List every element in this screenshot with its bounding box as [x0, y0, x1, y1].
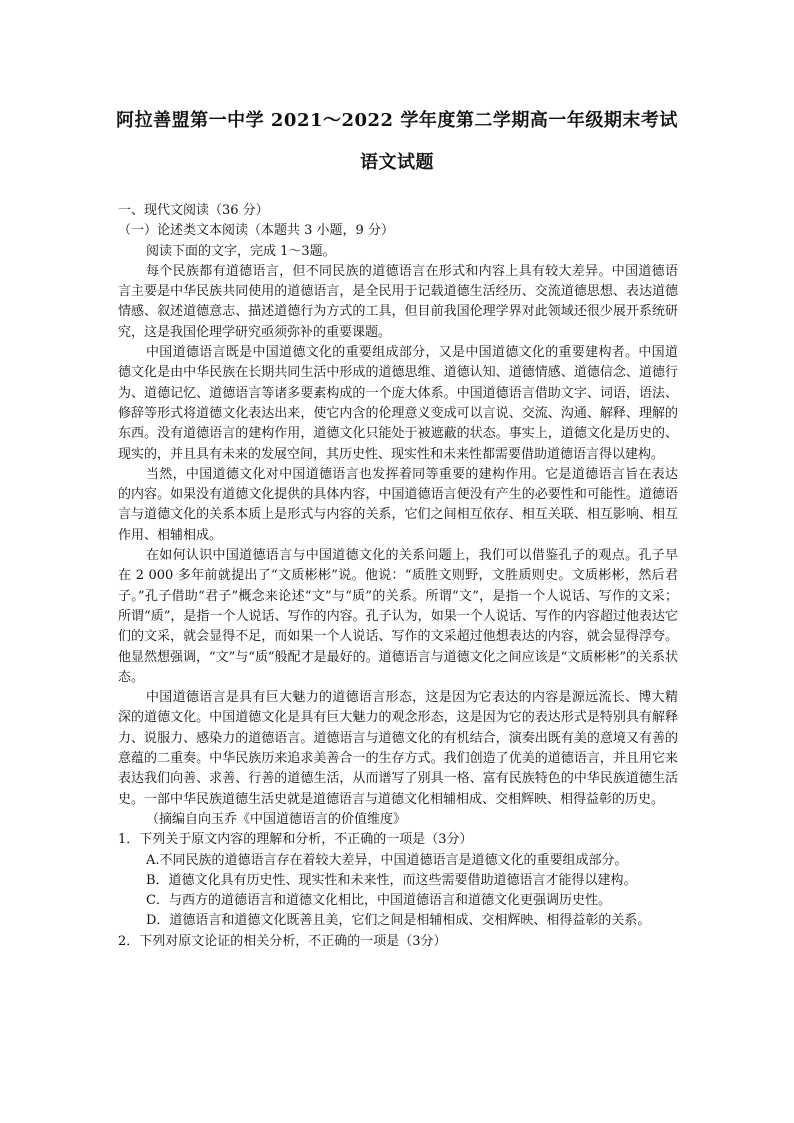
passage-paragraph: 当然，中国道德文化对中国道德语言也发挥着同等重要的建构作用。它是道德语言旨在表达的内容。如果没有道德文化提供的具体内容，中国道德语言便没有产生的必要性和可能性。道德语言与道德文化的关系本质上是形式与内容的关系，它们之间相互依存、相互关联、相互影响、相互作用、相辅相成。 — [118, 466, 678, 543]
section-subheading: （一）论述类文本阅读（本题共 3 小题，9 分） — [118, 223, 394, 239]
passage-source: （摘编自向玉乔《中国道德语言的价值维度》 — [146, 811, 407, 827]
question-1-option-c: C．与西方的道德语言和道德文化相比，中国道德语言和道德文化更强调历史性。 — [146, 893, 611, 909]
passage-paragraph: 每个民族都有道德语言，但不同民族的道德语言在形式和内容上具有较大差异。中国道德语言主要是中华民族共同使用的道德语言，是全民用于记载道德生活经历、交流道德思想、表达道德情感、叙述道德意志、描述道德行为方式的工具，但目前我国伦理学界对此领域还很少展开系统研究，这是我国伦理学研究亟须弥补的重要课题。 — [118, 263, 678, 340]
question-2-stem: 2．下列对原文论证的相关分析，不正确的一项是（3分） — [118, 933, 447, 949]
passage-paragraph: 中国道德语言既是中国道德文化的重要组成部分，又是中国道德文化的重要建构者。中国道德文化是由中华民族在长期共同生活中形成的道德思维、道德认知、道德情感、道德信念、道德行为、道德记忆、道德语言等诸多要素构成的一个庞大体系。中国道德语言借助文字、词语，语法、修辞等形式将道德文化表达出来，使它内含的伦理意义变成可以言说、交流、沟通、解释、理解的东西。没有道德语言的建构作用，道德文化只能处于被遮蔽的状态。事实上，道德文化是历史的、现实的，并且具有未来的发展空间，其历史性、现实性和未来性都需要借助道德语言得以建构。 — [118, 345, 678, 462]
question-1-stem: 1．下列关于原文内容的理解和分析，不正确的一项是（3分） — [118, 832, 473, 848]
passage-paragraph: 在如何认识中国道德语言与中国道德文化的关系问题上，我们可以借鉴孔子的观点。孔子早在 2 000 多年前就提出了“文质彬彬”说。他说：“质胜文则野，文胜质则史。文质彬彬，然后君子。”孔子借助“君子”概念来论述“文”与“质”的关系。所谓“文”，是指一个人说话、写作的文采；所谓“质”，是指一个人说话、写作的内容。孔子认为，如果一个人说话、写作的内容超过他表达它们的文采，就会显得不足，而如果一个人说话、写作的文采超过他想表达的内容，就会显得浮夸。他显然想强调，“文”与“质”般配才是最好的。道德语言与道德文化之间应该是“文质彬彬”的关系状态。 — [118, 548, 678, 685]
question-1-option-d: D．道德语言和道德文化既善且美，它们之间是相辅相成、交相辉映、相得益彰的关系。 — [146, 913, 651, 929]
exam-content — [118, 201, 678, 952]
question-1-option-b: B．道德文化具有历史性、现实性和未来性，而这些需要借助道德语言才能得以建构。 — [146, 872, 637, 888]
exam-title: 阿拉善盟第一中学 2021～2022 学年度第二学期高一年级期末考试 — [116, 110, 678, 131]
passage-paragraph: 中国道德语言是具有巨大魅力的道德语言形态，这是因为它表达的内容是源远流长、博大精深的道德文化。中国道德文化是具有巨大魅力的观念形态，这是因为它的表达形式是特别具有解释力、说服力、感染力的道德语言。道德语言与道德文化的有机结合，演奏出既有美的意境又有善的意蕴的二重奏。中华民族历来追求美善合一的生存方式。我们创造了优美的道德语言，并且用它来表达我们向善、求善、行善的道德生活，从而谱写了别具一格、富有民族特色的中华民族道德生活史。一部中华民族道德生活史就是道德语言与道德文化相辅相成、交相辉映、相得益彰的历史。 — [118, 690, 678, 807]
section-heading: 一、现代文阅读（36 分） — [118, 203, 269, 218]
exam-subtitle: 语文试题 — [360, 152, 434, 173]
question-1-option-a: A.不同民族的道德语言存在着较大差异，中国道德语言是道德文化的重要组成部分。 — [146, 852, 628, 868]
reading-instruction: 阅读下面的文字，完成 1～3题。 — [146, 243, 336, 259]
